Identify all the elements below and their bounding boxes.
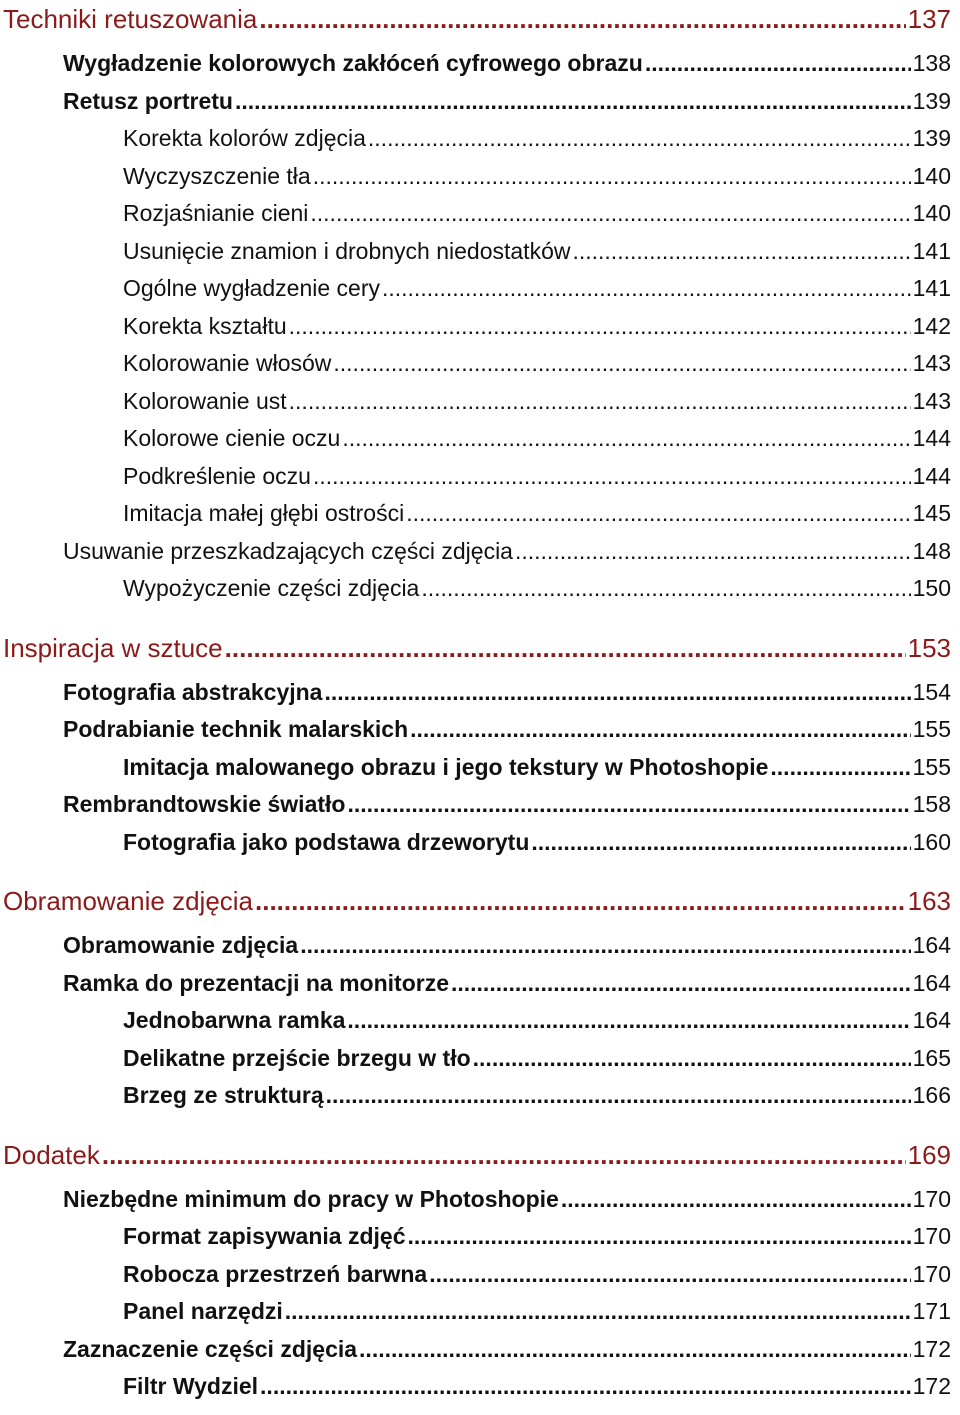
toc-entry-title: Ogólne wygładzenie cery: [123, 275, 380, 301]
toc-entry-title: Retusz portretu: [63, 87, 233, 114]
toc-entry-title: Delikatne przejście brzegu w tło: [123, 1044, 471, 1071]
toc-entry-title: Ramka do prezentacji na monitorze: [63, 969, 449, 996]
dot-leader: [531, 829, 910, 856]
toc-page-number: 140: [912, 200, 951, 226]
dot-leader: [429, 1261, 910, 1288]
toc-section-row[interactable]: [0, 1373, 960, 1400]
toc-page-number: 141: [912, 237, 951, 264]
toc-page-number: 170: [912, 1185, 951, 1212]
toc-entry-title: Format zapisywania zdjęć: [123, 1223, 406, 1249]
toc-page-number: 164: [912, 969, 951, 996]
toc-page-number: 143: [912, 387, 951, 414]
dot-leader: [313, 463, 911, 490]
toc-entry-title: Podkreślenie oczu: [123, 462, 311, 489]
dot-leader: [313, 163, 911, 190]
toc-entry-title: Kolorowe cienie oczu: [123, 425, 341, 451]
dot-leader: [289, 313, 911, 340]
toc-chapter-row[interactable]: [0, 4, 960, 35]
toc-entry-title: Brzeg ze strukturą: [123, 1082, 324, 1108]
dot-leader: [347, 1007, 910, 1034]
dot-leader: [359, 1336, 911, 1363]
toc-section-row[interactable]: [0, 1045, 960, 1072]
dot-leader: [368, 125, 911, 152]
toc-page-number: 139: [912, 125, 951, 151]
toc-entry-title: Dodatek: [3, 1139, 100, 1170]
dot-leader: [645, 50, 911, 77]
toc-entry-title: Kolorowanie ust: [123, 387, 287, 414]
dot-leader: [326, 1082, 911, 1109]
toc-section-row[interactable]: [0, 500, 960, 527]
dot-leader: [515, 538, 911, 565]
toc-entry-title: Robocza przestrzeń barwna: [123, 1260, 428, 1287]
toc-entry-title: Usunięcie znamion i drobnych niedostatków: [123, 237, 571, 264]
toc-page-number: 171: [912, 1298, 951, 1324]
toc-page-number: 170: [912, 1223, 951, 1249]
toc-page-number: 144: [912, 425, 951, 451]
toc-section-row[interactable]: [0, 575, 960, 602]
toc-entry-title: Imitacja małej głębi ostrości: [123, 500, 405, 526]
toc-page-number: 148: [912, 537, 951, 564]
toc-section-row[interactable]: [0, 1186, 960, 1213]
toc-entry-title: Wygładzenie kolorowych zakłóceń cyfrowego obrazu: [63, 50, 643, 76]
toc-entry-title: Panel narzędzi: [123, 1298, 283, 1324]
toc-page-number: 158: [912, 791, 951, 817]
toc-entry-title: Kolorowanie włosów: [123, 350, 332, 376]
toc-page-number: 153: [907, 632, 951, 663]
toc-page-number: 150: [912, 575, 951, 601]
toc-entry-title: Korekta kształtu: [123, 312, 287, 339]
toc-page-number: 160: [912, 828, 951, 855]
toc-section-row[interactable]: [0, 829, 960, 856]
dot-leader: [235, 88, 911, 115]
dot-leader: [572, 238, 910, 265]
toc-entry-title: Inspiracja w sztuce: [3, 632, 223, 663]
toc-page-number: 165: [912, 1044, 951, 1071]
dot-leader: [285, 1298, 911, 1325]
toc-section-row[interactable]: [0, 50, 960, 77]
dot-leader: [333, 350, 910, 377]
toc-section-row[interactable]: [0, 313, 960, 340]
toc-section-row[interactable]: [0, 463, 960, 490]
toc-section-row[interactable]: [0, 1082, 960, 1109]
toc-page-number: 141: [912, 275, 951, 301]
toc-entry-title: Niezbędne minimum do pracy w Photoshopie: [63, 1185, 559, 1212]
dot-leader: [382, 275, 911, 302]
toc-entry-title: Wypożyczenie części zdjęcia: [123, 575, 420, 601]
toc-section-row[interactable]: [0, 350, 960, 377]
toc-page-number: 164: [912, 932, 951, 958]
toc-section-row[interactable]: [0, 679, 960, 706]
toc-section-row[interactable]: [0, 238, 960, 265]
toc-page-number: 138: [912, 50, 951, 76]
toc-section-row[interactable]: [0, 163, 960, 190]
toc-entry-title: Rembrandtowskie światło: [63, 791, 346, 817]
dot-leader: [225, 633, 906, 664]
toc-section-row[interactable]: [0, 932, 960, 959]
toc-section-row[interactable]: [0, 538, 960, 565]
toc-page-number: 164: [912, 1007, 951, 1033]
toc-entry-title: Filtr Wydziel: [123, 1373, 259, 1399]
toc-page-number: 140: [912, 162, 951, 189]
toc-entry-title: Podrabianie technik malarskich: [63, 716, 409, 742]
toc-section-row[interactable]: [0, 200, 960, 227]
dot-leader: [561, 1186, 911, 1213]
toc-page-number: 142: [912, 312, 951, 339]
toc-entry-title: Fotografia jako podstawa drzeworytu: [123, 828, 530, 855]
toc-page-number: 169: [907, 1139, 951, 1170]
dot-leader: [289, 388, 911, 415]
toc-page-number: 166: [912, 1082, 951, 1108]
toc-entry-title: Obramowanie zdjęcia: [63, 932, 299, 958]
toc-page-number: 170: [912, 1260, 951, 1287]
toc-page-number: 144: [912, 462, 951, 489]
dot-leader: [407, 1223, 910, 1250]
toc-page-number: 155: [912, 716, 951, 742]
toc-section-row[interactable]: [0, 275, 960, 302]
toc-page-number: 139: [912, 87, 951, 114]
dot-leader: [300, 932, 910, 959]
dot-leader: [324, 679, 910, 706]
dot-leader: [770, 754, 910, 781]
toc-entry-title: Imitacja malowanego obrazu i jego tekstury w Photoshopie: [123, 753, 769, 780]
dot-leader: [259, 4, 905, 35]
dot-leader: [347, 791, 910, 818]
toc-section-row[interactable]: [0, 970, 960, 997]
toc-section-row[interactable]: [0, 88, 960, 115]
toc-section-row[interactable]: [0, 125, 960, 152]
dot-leader: [260, 1373, 911, 1400]
toc-entry-title: Wyczyszczenie tła: [123, 162, 311, 189]
dot-leader: [342, 425, 910, 452]
toc-section-row[interactable]: [0, 1007, 960, 1034]
toc-page-number: 172: [912, 1373, 951, 1399]
toc-entry-title: Techniki retuszowania: [3, 4, 258, 34]
toc-entry-title: Rozjaśnianie cieni: [123, 200, 309, 226]
toc-section-row[interactable]: [0, 388, 960, 415]
toc-section-row[interactable]: [0, 425, 960, 452]
dot-leader: [473, 1045, 911, 1072]
toc-chapter-row[interactable]: [0, 1140, 960, 1171]
toc-section-row[interactable]: [0, 1298, 960, 1325]
dot-leader: [410, 716, 910, 743]
dot-leader: [310, 200, 910, 227]
toc-page-number: 137: [907, 4, 951, 34]
toc-entry-title: Korekta kolorów zdjęcia: [123, 125, 366, 151]
toc-chapter-row[interactable]: [0, 886, 960, 917]
toc-page-number: 163: [907, 886, 951, 916]
toc-section-row[interactable]: [0, 791, 960, 818]
dot-leader: [421, 575, 910, 602]
toc-entry-title: Usuwanie przeszkadzających części zdjęcia: [63, 537, 513, 564]
toc-section-row[interactable]: [0, 1336, 960, 1363]
dot-leader: [406, 500, 910, 527]
dot-leader: [255, 886, 906, 917]
toc-section-row[interactable]: [0, 754, 960, 781]
toc-page-number: 143: [912, 350, 951, 376]
toc-entry-title: Fotografia abstrakcyjna: [63, 678, 323, 705]
toc-entry-title: Obramowanie zdjęcia: [3, 886, 254, 916]
toc-entry-title: Zaznaczenie części zdjęcia: [63, 1335, 358, 1362]
toc-entry-title: Jednobarwna ramka: [123, 1007, 346, 1033]
toc-page-number: 172: [912, 1335, 951, 1362]
toc-chapter-row[interactable]: [0, 633, 960, 664]
toc-section-row[interactable]: [0, 716, 960, 743]
toc-page-number: 145: [912, 500, 951, 526]
toc-section-row[interactable]: [0, 1223, 960, 1250]
dot-leader: [102, 1140, 906, 1171]
toc-page-number: 154: [912, 678, 951, 705]
dot-leader: [451, 970, 911, 997]
toc-section-row[interactable]: [0, 1261, 960, 1288]
toc-page-number: 155: [912, 753, 951, 780]
